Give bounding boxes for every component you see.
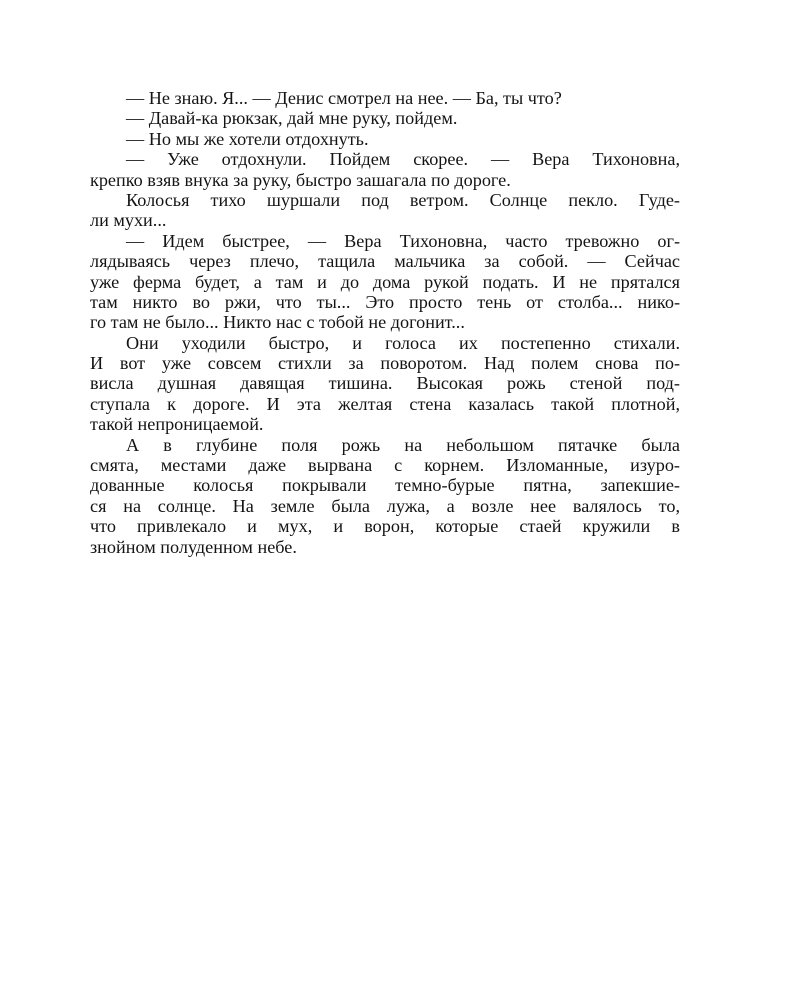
text-line: — Не знаю. Я... — Денис смотрел на нее. — Ба, ты что?	[126, 88, 562, 108]
text-line: дованные колосья покрывали темно-бурые пятна, запекшие-	[90, 475, 680, 496]
text-line: там никто во ржи, что ты... Это просто тень от столба... нико-	[90, 291, 680, 312]
text-line: Колосья тихо шуршали под ветром. Солнце пекло. Гуде-	[126, 189, 680, 210]
text-line: уже ферма будет, а там и до дома рукой подать. И не прятался	[90, 271, 680, 292]
text-line: И вот уже совсем стихли за поворотом. Над полем снова по-	[90, 353, 680, 374]
text-line: — Давай-ка рюкзак, дай мне руку, пойдем.	[126, 108, 458, 129]
text-line: висла душная давящая тишина. Высокая рожь стеной под-	[90, 373, 680, 394]
book-page-text	[90, 88, 680, 557]
text-line: го там не было... Никто нас с тобой не догонит...	[90, 312, 465, 333]
text-line: — Уже отдохнули. Пойдем скорее. — Вера Тихоновна,	[126, 149, 680, 170]
text-line: такой непроницаемой.	[90, 414, 264, 435]
text-line: ступала к дороге. И эта желтая стена казалась такой плотной,	[90, 393, 680, 414]
text-line: знойном полуденном небе.	[90, 536, 297, 557]
text-line: А в глубине поля рожь на небольшом пятачке была	[126, 434, 680, 455]
text-line: ли мухи...	[90, 210, 167, 231]
text-line: что привлекало и мух, и ворон, которые стаей кружили в	[90, 516, 680, 537]
text-line: — Но мы же хотели отдохнуть.	[126, 128, 369, 149]
text-line: крепко взяв внука за руку, быстро зашагала по дороге.	[90, 169, 511, 190]
text-line: ся на солнце. На земле была лужа, а возле нее валялось то,	[90, 495, 680, 516]
text-line: смята, местами даже вырвана с корнем. Изломанные, изуро-	[90, 455, 680, 476]
text-line: лядываясь через плечо, тащила мальчика за собой. — Сейчас	[90, 251, 680, 272]
text-line: Они уходили быстро, и голоса их постепенно стихали.	[126, 332, 680, 353]
text-line: — Идем быстрее, — Вера Тихоновна, часто тревожно ог-	[126, 230, 680, 251]
